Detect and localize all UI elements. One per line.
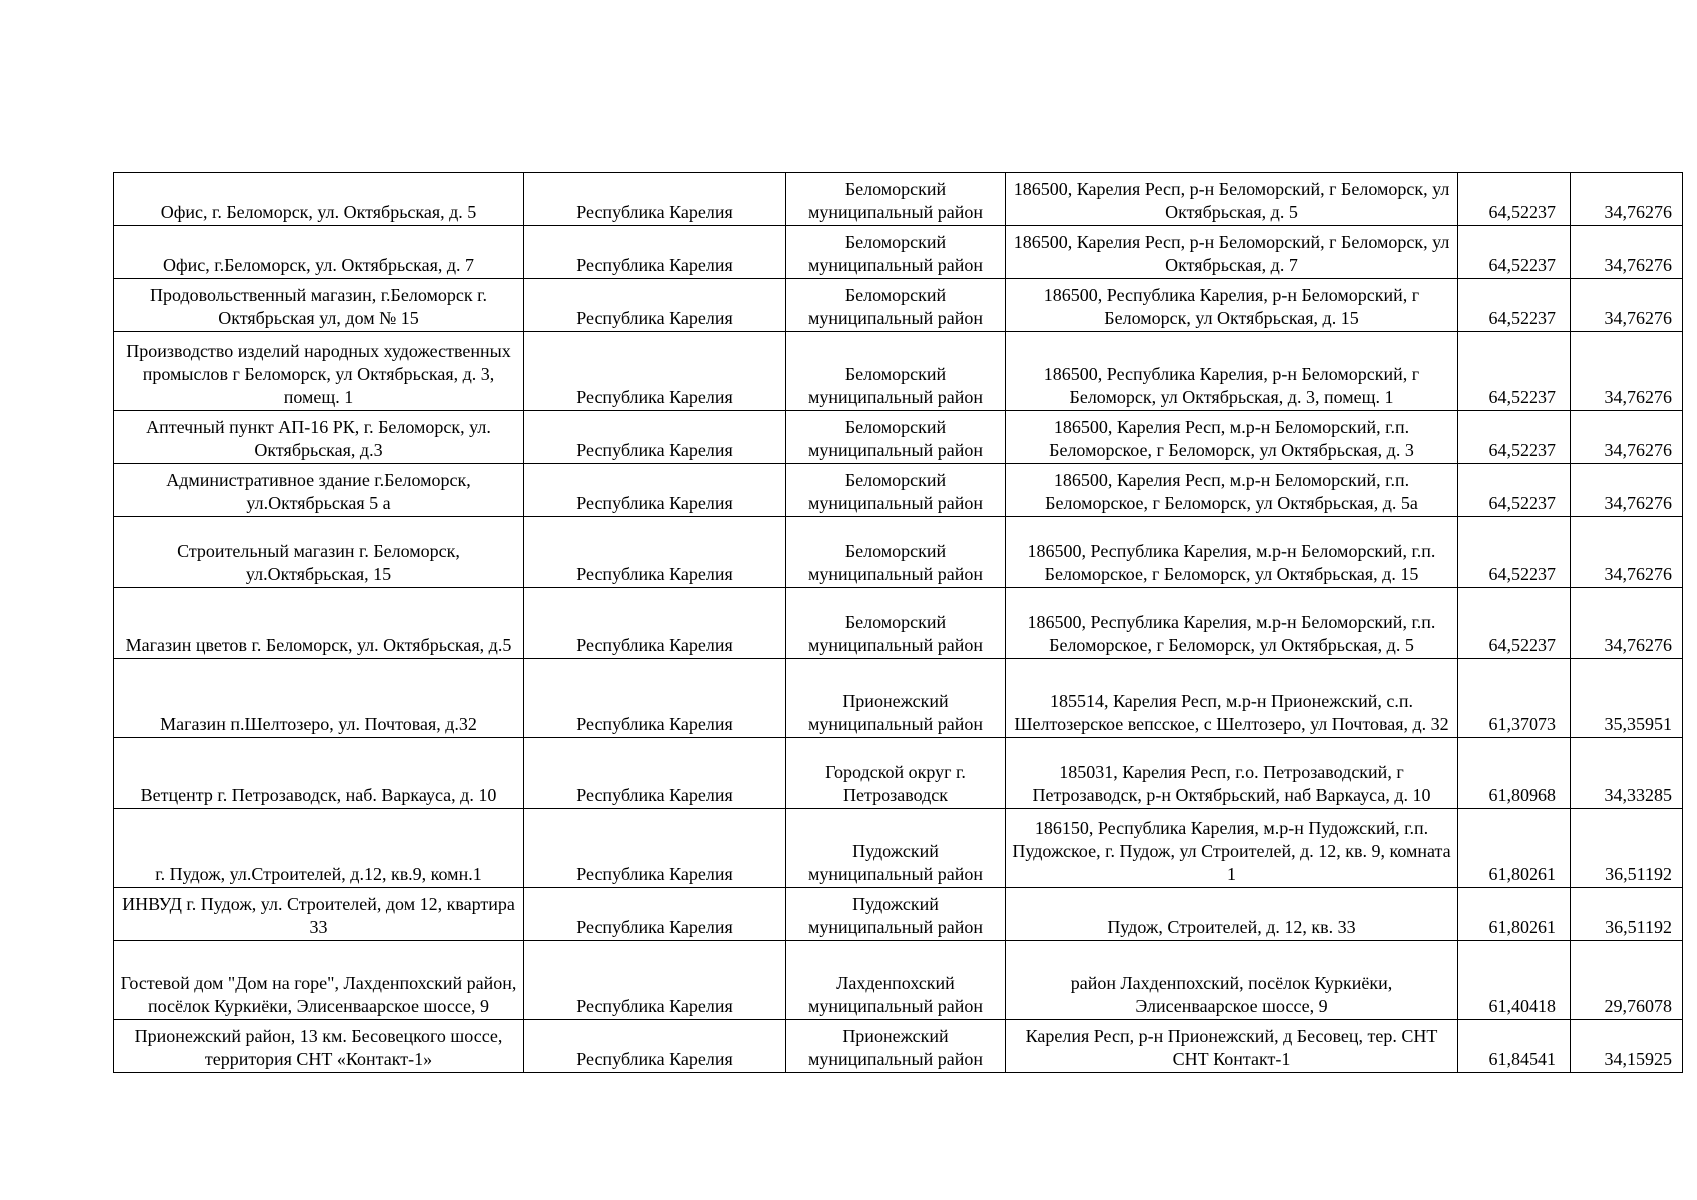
address-cell: 186500, Республика Карелия, м.р-н Беломорский, г.п. Беломорское, г Беломорск, ул Октябрьская, д. 5: [1006, 588, 1458, 659]
object-name-cell: Гостевой дом "Дом на горе", Лахденпохский район, посёлок Куркиёки, Элисенваарское шоссе, 9: [114, 941, 524, 1020]
latitude-cell: 64,52237: [1458, 332, 1571, 411]
latitude-cell: 64,52237: [1458, 279, 1571, 332]
table-row: [114, 1020, 1683, 1073]
table-row: [114, 588, 1683, 659]
longitude-cell: 34,33285: [1571, 738, 1683, 809]
district-cell: Городской округ г. Петрозаводск: [786, 738, 1006, 809]
region-cell: Республика Карелия: [524, 588, 786, 659]
object-name-cell: Офис, г. Беломорск, ул. Октябрьская, д. 5: [114, 173, 524, 226]
region-cell: Республика Карелия: [524, 888, 786, 941]
table-row: [114, 659, 1683, 738]
table-row: [114, 279, 1683, 332]
address-cell: 186500, Республика Карелия, р-н Беломорский, г Беломорск, ул Октябрьская, д. 15: [1006, 279, 1458, 332]
table-row: [114, 411, 1683, 464]
object-name-cell: Прионежский район, 13 км. Бесовецкого шоссе, территория СНТ «Контакт-1»: [114, 1020, 524, 1073]
table-row: [114, 517, 1683, 588]
latitude-cell: 64,52237: [1458, 226, 1571, 279]
longitude-cell: 34,76276: [1571, 588, 1683, 659]
table-row: [114, 888, 1683, 941]
table-row: [114, 738, 1683, 809]
district-cell: Беломорский муниципальный район: [786, 279, 1006, 332]
region-cell: Республика Карелия: [524, 941, 786, 1020]
table-body: [114, 173, 1683, 1073]
longitude-cell: 29,76078: [1571, 941, 1683, 1020]
table-row: [114, 809, 1683, 888]
longitude-cell: 34,76276: [1571, 173, 1683, 226]
district-cell: Лахденпохский муниципальный район: [786, 941, 1006, 1020]
region-cell: Республика Карелия: [524, 464, 786, 517]
district-cell: Беломорский муниципальный район: [786, 411, 1006, 464]
longitude-cell: 34,76276: [1571, 226, 1683, 279]
address-cell: район Лахденпохский, посёлок Куркиёки, Элисенваарское шоссе, 9: [1006, 941, 1458, 1020]
address-cell: 185031, Карелия Респ, г.о. Петрозаводский, г Петрозаводск, р-н Октябрьский, наб Варкауса, д. 10: [1006, 738, 1458, 809]
latitude-cell: 64,52237: [1458, 411, 1571, 464]
latitude-cell: 61,37073: [1458, 659, 1571, 738]
object-name-cell: Магазин цветов г. Беломорск, ул. Октябрьская, д.5: [114, 588, 524, 659]
district-cell: Пудожский муниципальный район: [786, 888, 1006, 941]
district-cell: Беломорский муниципальный район: [786, 464, 1006, 517]
longitude-cell: 35,35951: [1571, 659, 1683, 738]
object-name-cell: Строительный магазин г. Беломорск, ул.Октябрьская, 15: [114, 517, 524, 588]
latitude-cell: 61,80968: [1458, 738, 1571, 809]
longitude-cell: 34,76276: [1571, 332, 1683, 411]
region-cell: Республика Карелия: [524, 332, 786, 411]
address-cell: 186500, Карелия Респ, м.р-н Беломорский, г.п. Беломорское, г Беломорск, ул Октябрьская, д. 3: [1006, 411, 1458, 464]
address-cell: 185514, Карелия Респ, м.р-н Прионежский, с.п. Шелтозерское вепсское, с Шелтозеро, ул Почтовая, д. 32: [1006, 659, 1458, 738]
region-cell: Республика Карелия: [524, 738, 786, 809]
region-cell: Республика Карелия: [524, 809, 786, 888]
latitude-cell: 64,52237: [1458, 173, 1571, 226]
object-name-cell: Магазин п.Шелтозеро, ул. Почтовая, д.32: [114, 659, 524, 738]
latitude-cell: 64,52237: [1458, 464, 1571, 517]
table-row: [114, 332, 1683, 411]
latitude-cell: 61,80261: [1458, 809, 1571, 888]
object-name-cell: Продовольственный магазин, г.Беломорск г. Октябрьская ул, дом № 15: [114, 279, 524, 332]
longitude-cell: 34,15925: [1571, 1020, 1683, 1073]
district-cell: Прионежский муниципальный район: [786, 1020, 1006, 1073]
longitude-cell: 36,51192: [1571, 809, 1683, 888]
district-cell: Беломорский муниципальный район: [786, 517, 1006, 588]
table-row: [114, 173, 1683, 226]
district-cell: Беломорский муниципальный район: [786, 226, 1006, 279]
district-cell: Беломорский муниципальный район: [786, 173, 1006, 226]
latitude-cell: 61,84541: [1458, 1020, 1571, 1073]
address-cell: 186500, Карелия Респ, м.р-н Беломорский, г.п. Беломорское, г Беломорск, ул Октябрьская, д. 5а: [1006, 464, 1458, 517]
address-cell: 186500, Карелия Респ, р-н Беломорский, г Беломорск, ул Октябрьская, д. 7: [1006, 226, 1458, 279]
table-row: [114, 464, 1683, 517]
region-cell: Республика Карелия: [524, 659, 786, 738]
address-cell: 186150, Республика Карелия, м.р-н Пудожский, г.п. Пудожское, г. Пудож, ул Строителей, д. 12, кв. 9, комната 1: [1006, 809, 1458, 888]
region-cell: Республика Карелия: [524, 279, 786, 332]
district-cell: Прионежский муниципальный район: [786, 659, 1006, 738]
region-cell: Республика Карелия: [524, 226, 786, 279]
object-name-cell: Офис, г.Беломорск, ул. Октябрьская, д. 7: [114, 226, 524, 279]
latitude-cell: 61,40418: [1458, 941, 1571, 1020]
object-name-cell: Производство изделий народных художественных промыслов г Беломорск, ул Октябрьская, д. 3, помещ. 1: [114, 332, 524, 411]
longitude-cell: 36,51192: [1571, 888, 1683, 941]
object-name-cell: Ветцентр г. Петрозаводск, наб. Варкауса, д. 10: [114, 738, 524, 809]
latitude-cell: 61,80261: [1458, 888, 1571, 941]
address-cell: Карелия Респ, р-н Прионежский, д Бесовец, тер. СНТ СНТ Контакт-1: [1006, 1020, 1458, 1073]
region-cell: Республика Карелия: [524, 173, 786, 226]
object-name-cell: г. Пудож, ул.Строителей, д.12, кв.9, комн.1: [114, 809, 524, 888]
latitude-cell: 64,52237: [1458, 588, 1571, 659]
longitude-cell: 34,76276: [1571, 517, 1683, 588]
object-name-cell: Административное здание г.Беломорск, ул.Октябрьская 5 а: [114, 464, 524, 517]
address-cell: Пудож, Строителей, д. 12, кв. 33: [1006, 888, 1458, 941]
region-cell: Республика Карелия: [524, 517, 786, 588]
objects-table: [113, 172, 1683, 1073]
object-name-cell: Аптечный пункт АП-16 РК, г. Беломорск, ул. Октябрьская, д.3: [114, 411, 524, 464]
address-cell: 186500, Республика Карелия, р-н Беломорский, г Беломорск, ул Октябрьская, д. 3, помещ. 1: [1006, 332, 1458, 411]
table-row: [114, 226, 1683, 279]
region-cell: Республика Карелия: [524, 1020, 786, 1073]
latitude-cell: 64,52237: [1458, 517, 1571, 588]
district-cell: Пудожский муниципальный район: [786, 809, 1006, 888]
address-cell: 186500, Карелия Респ, р-н Беломорский, г Беломорск, ул Октябрьская, д. 5: [1006, 173, 1458, 226]
region-cell: Республика Карелия: [524, 411, 786, 464]
object-name-cell: ИНВУД г. Пудож, ул. Строителей, дом 12, квартира 33: [114, 888, 524, 941]
longitude-cell: 34,76276: [1571, 411, 1683, 464]
table-row: [114, 941, 1683, 1020]
district-cell: Беломорский муниципальный район: [786, 332, 1006, 411]
district-cell: Беломорский муниципальный район: [786, 588, 1006, 659]
longitude-cell: 34,76276: [1571, 464, 1683, 517]
longitude-cell: 34,76276: [1571, 279, 1683, 332]
address-cell: 186500, Республика Карелия, м.р-н Беломорский, г.п. Беломорское, г Беломорск, ул Октябрьская, д. 15: [1006, 517, 1458, 588]
